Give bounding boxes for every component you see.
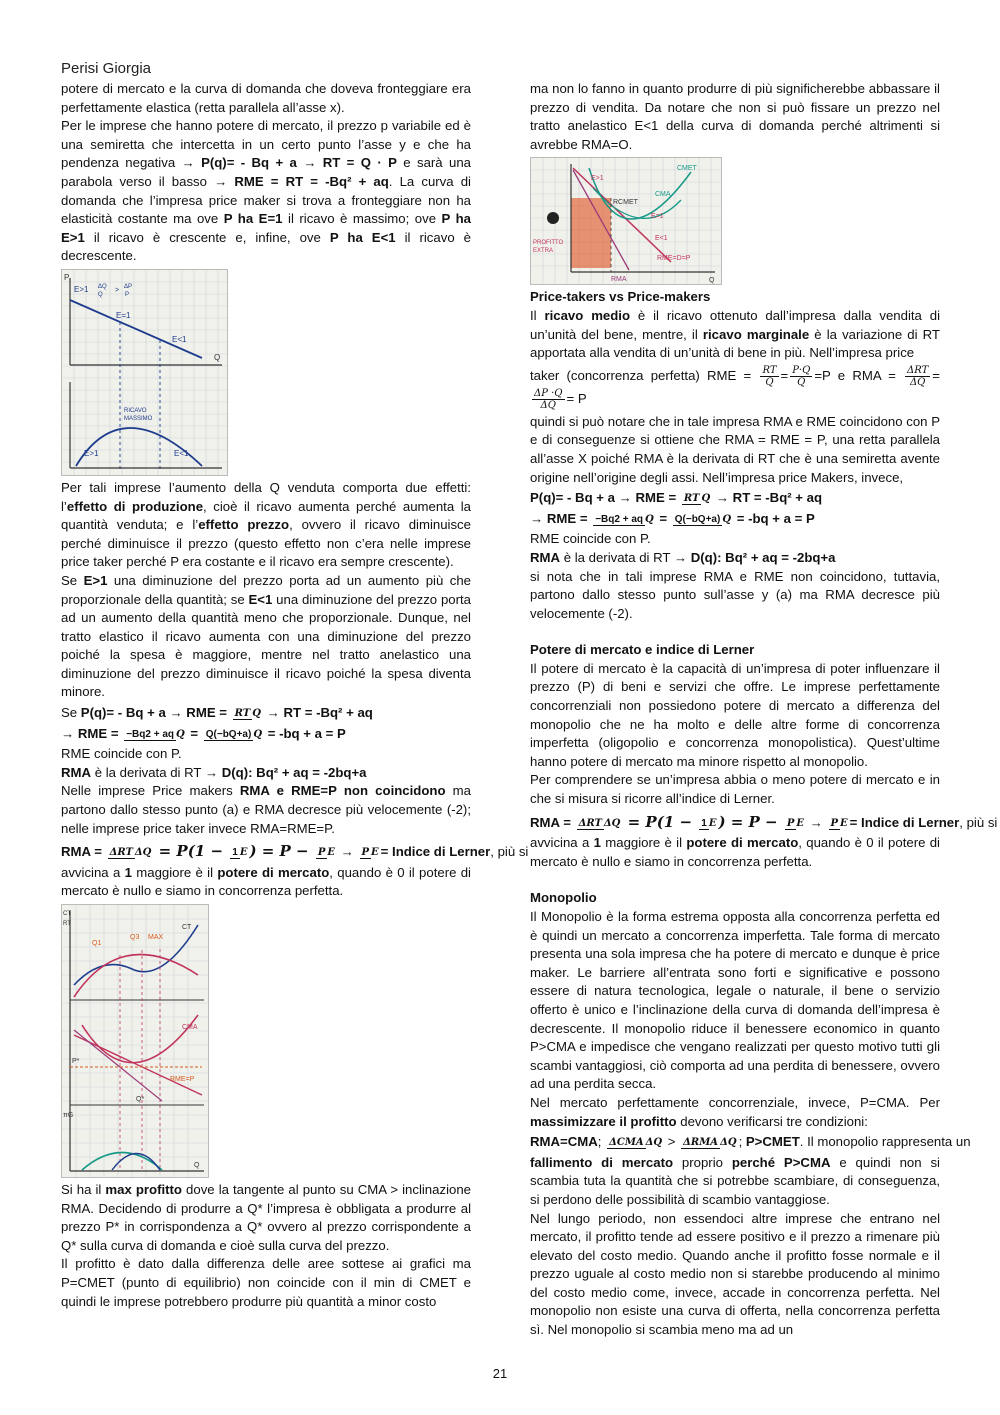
paragraph: Per le imprese che hanno potere di mercato, il prezzo p variabile ed è una semiretta che intercetta in un certo punto l’asse y e che ha pendenza negativa → P(q)= - Bq + a → RT = Q · P e sarà una parabola verso il basso → RME = RT = -Bq² + aq. La curva di domanda che l’impresa price maker si trova a fronteggiare non ha elasticità costante ma ove P ha E=1 il ricavo è massimo; ove P ha E>1 il ricavo è crescente e, infine, ove P ha E<1 il ricavo è decrescente.	[61, 118, 471, 264]
section-heading: Price-takers vs Price-makers	[530, 289, 711, 305]
svg-text:RME=P: RME=P	[170, 1076, 195, 1083]
svg-text:RICAVO: RICAVO	[124, 407, 147, 414]
svg-text:RT: RT	[63, 921, 71, 927]
monopoly-equilibrium-sketch	[530, 157, 722, 285]
svg-text:Q: Q	[709, 277, 715, 285]
paragraph: ma non lo fanno in quanto produrre di più significherebbe abbassare il prezzo di vendita. Da notare che non si può fissare un prezzo nel tratto anelastico E<1 della curva di domanda perché altrimenti si avrebbe RMA=O.	[530, 81, 940, 152]
paragraph: avvicina a 1 maggiore è il potere di mercato, quando è 0 il potere di mercato è nullo e siamo in concorrenza perfetta.	[61, 864, 471, 899]
paragraph: Se E>1 una diminuzione del prezzo porta ad un aumento più che proporzionale della quantità; se E<1 una diminuzione del prezzo porta ad un aumento della quantità meno che proporzionale. Dunque, nel tratto elastico il ricavo aumenta con una diminuzione del prezzo poiché la spesa è maggiore, mentre nel tratto anelastico una diminuzione del prezzo diminuisce il ricavo poiché la spesa diventa minore.	[61, 572, 471, 700]
formula-lerner: RMA = ΔRT ΔQ = P(1 − 1 E ) = P − P E → P E = Indice di Lerner, più si	[61, 842, 529, 861]
svg-text:E=1: E=1	[116, 310, 131, 320]
paragraph: Il ricavo medio è il ricavo ottenuto dall’impresa dalla vendita di un’unità del bene, mentre, il ricavo marginale è la variazione di RT apportata alla vendita di un’unità di bene in più. Nell’impresa price	[530, 307, 941, 361]
svg-text:EXTRA: EXTRA	[533, 248, 554, 255]
paragraph: fallimento di mercato proprio perché P>CMA e quindi non si scambia tuta la quantità che si potrebbe scambiare, di conseguenza, si perdono delle possibilità di scambio vantaggiose.	[530, 1154, 940, 1207]
paragraph: avvicina a 1 maggiore è il potere di mercato, quando è 0 il potere di mercato è nullo e siamo in concorrenza perfetta.	[530, 835, 940, 869]
svg-text:πG: πG	[63, 1112, 74, 1119]
svg-text:ΔQ: ΔQ	[98, 283, 107, 290]
svg-text:P*: P*	[72, 1058, 80, 1065]
svg-text:CMA: CMA	[182, 1024, 198, 1031]
paragraph: quindi si può notare che in tale impresa RMA e RME coincidono con P e di conseguenze si ottiene che RMA = RME = P, una retta parallela all’asse X poiché RMA è la derivata di RT che è una semiretta avente origine nell’origine degli assi. Nell’impresa price Makers, invece,	[530, 413, 940, 485]
paragraph: RMA è la derivata di RT → D(q): Bq² + aq = -2bq+a	[61, 764, 367, 780]
section-heading: Potere di mercato e indice di Lerner	[530, 642, 755, 658]
svg-text:RCMET: RCMET	[613, 199, 638, 207]
page-number: 21	[492, 1366, 508, 1381]
paragraph: potere di mercato e la curva di domanda che doveva fronteggiare era perfettamente elastica (retta parallela all’asse x).	[61, 81, 471, 115]
svg-text:CT: CT	[182, 924, 192, 931]
svg-text:Q: Q	[98, 291, 103, 298]
svg-text:PROFITTO: PROFITTO	[533, 240, 564, 247]
section-heading: Monopolio	[530, 890, 597, 906]
svg-text:E<1: E<1	[174, 448, 189, 458]
svg-text:Q3: Q3	[130, 934, 140, 941]
svg-text:Q: Q	[194, 1162, 200, 1169]
paragraph: Nelle imprese Price makers RMA e RME=P non coincidono ma partono dallo stesso punto (a) e RMA decresce più velocemente (-2); nelle imprese price taker invece RMA=RME=P.	[61, 783, 472, 836]
elasticity-revenue-sketch	[61, 269, 228, 476]
paragraph: Il potere di mercato è la capacità di un’impresa di poter influenzare il prezzo (P) di beni e servizi che offre. Le imprese perfettamente concorrenziali non possiedono potere di mercato a differenza del monopolio che ne ha molto e delle altre forme di concorrenza imperfetta (oligopolio e concorrenza monopolistica). Quest’ultime hanno potere di mercato ma minore rispetto al monopolio.	[530, 660, 940, 769]
svg-text:E>1: E>1	[591, 175, 604, 183]
svg-text:Q*: Q*	[136, 1096, 145, 1103]
svg-text:E>1: E>1	[74, 284, 89, 294]
cost-revenue-profit-sketch	[61, 904, 209, 1178]
svg-text:Q: Q	[214, 352, 221, 362]
formula-price-taker: taker (concorrenza perfetta) RME = $\frac{RT}{Q}$ = $\frac{P\cdot Q}{Q}$ =P e RMA = $\frac{\text{ΔRT}}{\Delta Q}$ = $\frac{\Delta P \cdot Q}{\Delta Q}$ = P	[530, 364, 940, 411]
svg-text:E<1: E<1	[172, 334, 187, 344]
paragraph: RME coincide con P.	[61, 746, 182, 762]
svg-text:RMA: RMA	[611, 276, 627, 284]
formula-rme-derivation: → RME = −Bq2 + aq Q = Q(−bQ+a) Q = -bq + a = P	[61, 725, 346, 741]
formula-rme: Se P(q)= - Bq + a → RME = RT Q → RT = -Bq² + aq	[61, 705, 373, 721]
svg-text:RME=D=P: RME=D=P	[657, 255, 691, 263]
svg-text:E<1: E<1	[655, 235, 668, 243]
svg-text:MASSIMO: MASSIMO	[124, 415, 153, 422]
svg-text:CMA: CMA	[655, 191, 671, 199]
svg-text:E=1: E=1	[651, 213, 664, 221]
formula-lerner: RMA = ΔRT ΔQ = P(1 − 1 E ) = P − P E → P E = Indice di Lerner, più si	[530, 812, 998, 831]
paragraph: RMA è la derivata di RT → D(q): Bq² + aq = -2bq+a	[530, 549, 836, 565]
svg-text:E>1: E>1	[84, 448, 99, 458]
formula-rme: P(q)= - Bq + a → RME = RT Q → RT = -Bq² + aq	[530, 490, 823, 506]
paragraph: RME coincide con P.	[530, 531, 651, 547]
svg-text:ΔP: ΔP	[124, 283, 133, 290]
svg-text:>: >	[115, 286, 120, 294]
formula-profit-conditions: RMA=CMA; ΔCMA ΔQ > ΔRMA ΔQ ; P>CMET. Il monopolio rappresenta un	[530, 1134, 971, 1150]
paragraph: Si ha il max profitto dove la tangente al punto su CMA > inclinazione RMA. Decidendo di produrre a Q* l’impresa è obbligata a produrre al prezzo P* in corrispondenza a Q* ovvero al prezzo corrispondente a Q* sulla curva di domanda e cioè sulla curva del prezzo.	[61, 1182, 472, 1253]
svg-text:MAX: MAX	[148, 934, 164, 941]
paragraph: si nota che in tali imprese RMA e RME non coincidono, tuttavia, partono dallo stesso punto sull’asse y (a) ma RMA decresce più velocemente (-2).	[530, 568, 940, 621]
paragraph: Nel lungo periodo, non essendoci altre imprese che entrano nel mercato, il profitto tende ad essere positivo e il prezzo a rimenare più elevato del costo medio. Quando anche il profitto fosse normale e il prezzo uguale al costo medio non si starebbe producendo al minimo del costo medio come, invece, accade in concorrenza perfetta. Nel monopolio non esiste una curva di offerta, nella concorrenza perfetta sì. Nel monopolio si scambia meno ma ad un	[530, 1210, 940, 1338]
left-column	[61, 80, 529, 1311]
author-name: Perisi Giorgia	[61, 60, 152, 77]
paragraph: Per tali imprese l’aumento della Q venduta comporta due effetti: l’effetto di produzione, cioè il ricavo aumenta perché aumenta la quantità venduta; e l’effetto prezzo, ovvero il ricavo diminuisce perché diminuisce il prezzo (questo effetto non c’era nelle imprese price taker perché P era costante e il ricavo era sempre crescente).	[61, 479, 471, 570]
paragraph: Il Monopolio è la forma estrema opposta alla concorrenza perfetta ed è quindi un mercato a concorrenza imperfetta. Tale forma di mercato presenta una sola impresa che ha potere di mercato e dunque è price maker. Le barriere all’entrata sono forti e significative e possono essere di natura tecnologica, legale o naturale, il bene o servizio offerto è unico e l’inclinazione della curva di domanda dell’impresa è decrescente. Il monopolio riduce il benessere economico in quanto P>CMA e impedisce che vengano realizzati per questo motivo tutti gli scambi vantaggiosi, ciò comporta ad una perdita di benessere, ovvero ad una perdita secca.	[530, 909, 940, 1092]
svg-text:CMET: CMET	[677, 165, 697, 173]
paragraph: Nel mercato perfettamente concorrenziale, invece, P=CMA. Per massimizzare il profitto devono verificarsi tre condizioni:	[530, 1094, 940, 1129]
svg-text:P: P	[125, 291, 130, 298]
paragraph: Per comprendere se un’impresa abbia o meno potere di mercato e in che si misura si ricorre all’indice di Lerner.	[530, 772, 940, 807]
formula-rme-derivation: → RME = −Bq2 + aq Q = Q(−bQ+a) Q = -bq + a = P	[530, 510, 815, 526]
paragraph: Il profitto è dato dalla differenza delle aree sottese ai grafici ma P=CMET (punto di equilibrio) non coincide con il min di CMET e quindi le imprese potrebbero produrre più quantità a minor costo	[61, 1256, 471, 1309]
svg-text:P: P	[64, 272, 70, 282]
svg-text:CT: CT	[63, 911, 71, 917]
right-column	[530, 80, 998, 1340]
svg-text:Q1: Q1	[92, 940, 102, 947]
